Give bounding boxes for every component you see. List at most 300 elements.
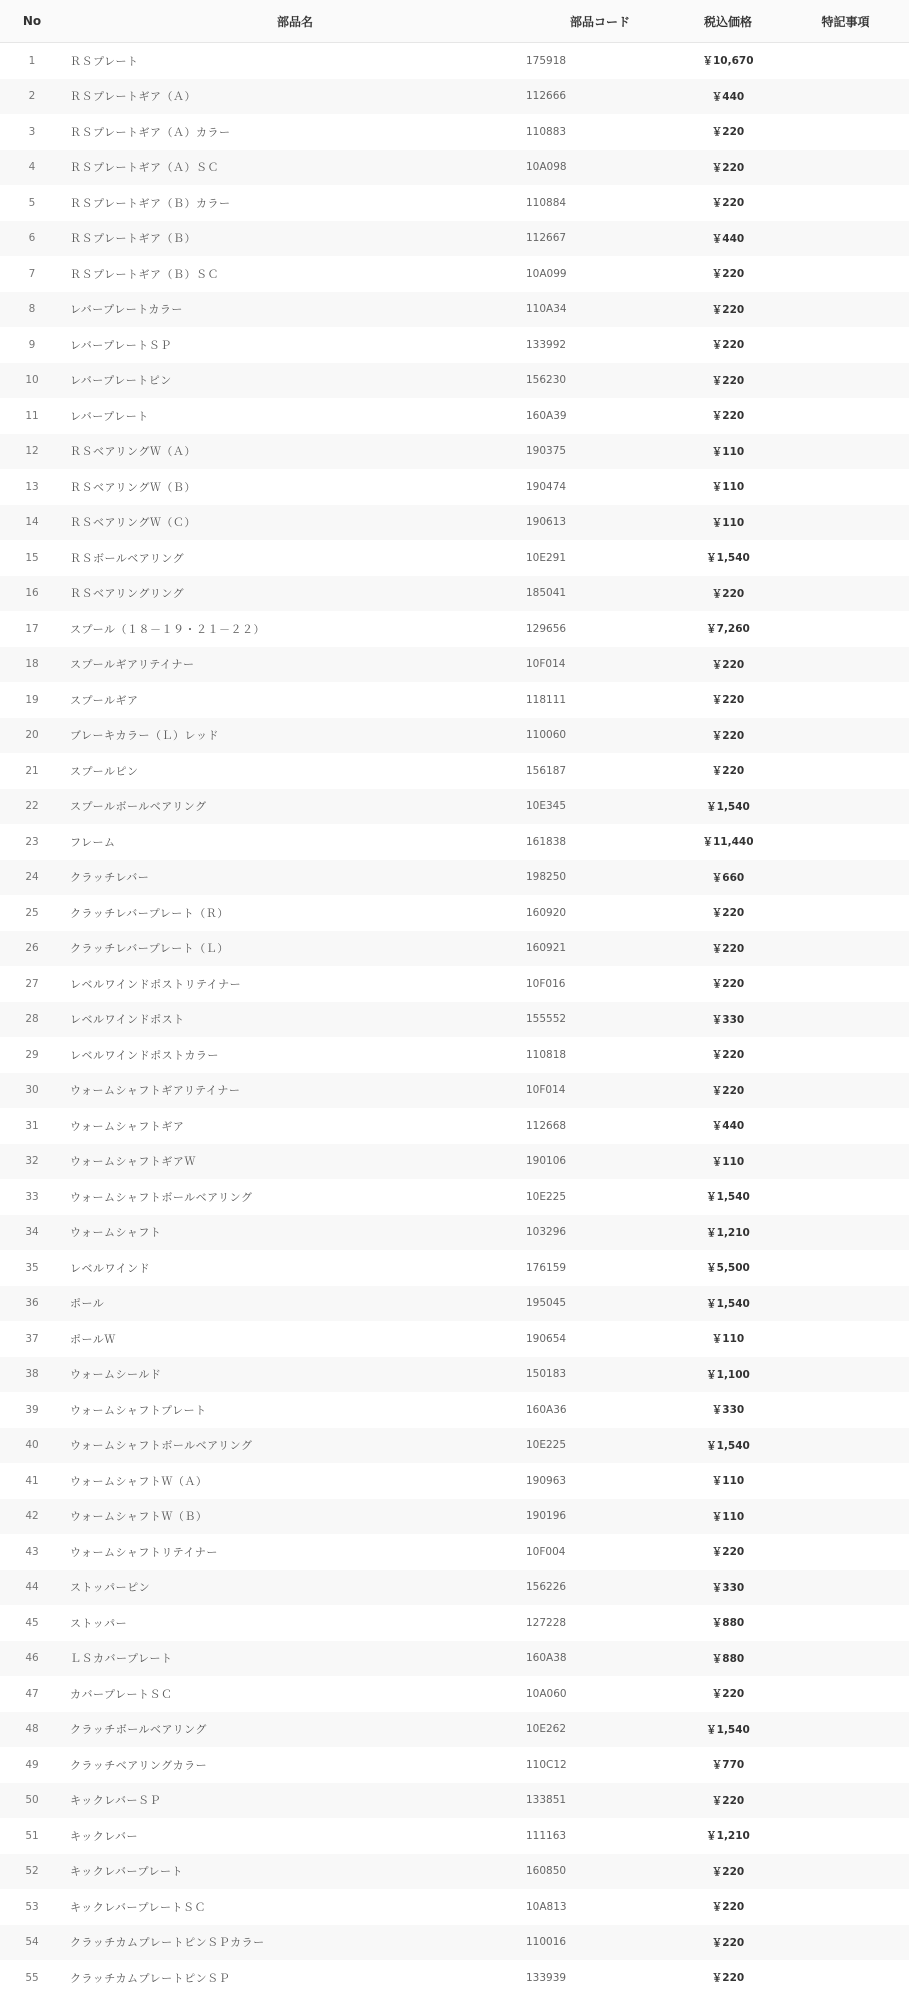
- part-code: 133939: [526, 1960, 674, 1996]
- row-no: 15: [0, 540, 64, 576]
- part-price: ￥220: [674, 185, 782, 221]
- part-name: キックレバー: [64, 1818, 526, 1854]
- part-name: クラッチカムプレートピンＳＰカラー: [64, 1925, 526, 1961]
- part-name: ストッパーピン: [64, 1570, 526, 1606]
- table-row: [0, 363, 909, 399]
- part-code: 190613: [526, 505, 674, 541]
- table-row: [0, 398, 909, 434]
- part-price: ￥220: [674, 1960, 782, 1996]
- row-no: 30: [0, 1073, 64, 1109]
- row-no: 36: [0, 1286, 64, 1322]
- part-code: 110A34: [526, 292, 674, 328]
- part-price: ￥1,210: [674, 1215, 782, 1251]
- part-note: [782, 931, 909, 967]
- part-name: ＲＳプレートギア（Ｂ）: [64, 221, 526, 257]
- part-code: 10F016: [526, 966, 674, 1002]
- part-code: 185041: [526, 576, 674, 612]
- part-name: ＲＳベアリングＷ（Ａ）: [64, 434, 526, 470]
- part-name: クラッチレバープレート（Ｒ）: [64, 895, 526, 931]
- part-name: ＲＳプレートギア（Ａ）ＳＣ: [64, 150, 526, 186]
- part-note: [782, 1676, 909, 1712]
- row-no: 44: [0, 1570, 64, 1606]
- part-price: ￥220: [674, 576, 782, 612]
- row-no: 16: [0, 576, 64, 612]
- part-code: 127228: [526, 1605, 674, 1641]
- table-row: [0, 1641, 909, 1677]
- table-row: [0, 576, 909, 612]
- part-note: [782, 1002, 909, 1038]
- part-price: ￥220: [674, 753, 782, 789]
- part-code: 110818: [526, 1037, 674, 1073]
- part-note: [782, 611, 909, 647]
- table-row: [0, 1747, 909, 1783]
- part-price: ￥220: [674, 398, 782, 434]
- table-row: [0, 469, 909, 505]
- header-row: [0, 0, 909, 43]
- part-name: ポールＷ: [64, 1321, 526, 1357]
- table-row: [0, 292, 909, 328]
- part-name: ウォームシャフトＷ（Ｂ）: [64, 1499, 526, 1535]
- part-code: 129656: [526, 611, 674, 647]
- part-name: レバープレートカラー: [64, 292, 526, 328]
- part-note: [782, 505, 909, 541]
- part-note: [782, 1037, 909, 1073]
- part-price: ￥220: [674, 256, 782, 292]
- part-code: 195045: [526, 1286, 674, 1322]
- part-code: 110060: [526, 718, 674, 754]
- part-name: ウォームシールド: [64, 1357, 526, 1393]
- part-note: [782, 576, 909, 612]
- part-price: ￥5,500: [674, 1250, 782, 1286]
- table-row: [0, 1463, 909, 1499]
- part-code: 110016: [526, 1925, 674, 1961]
- part-name: ＲＳプレートギア（Ａ）カラー: [64, 114, 526, 150]
- part-name: キックレバープレートＳＣ: [64, 1889, 526, 1925]
- table-row: [0, 79, 909, 115]
- part-price: ￥1,540: [674, 1286, 782, 1322]
- row-no: 29: [0, 1037, 64, 1073]
- part-code: 118111: [526, 682, 674, 718]
- part-price: ￥110: [674, 505, 782, 541]
- part-name: クラッチベアリングカラー: [64, 1747, 526, 1783]
- part-code: 156230: [526, 363, 674, 399]
- table-row: [0, 1108, 909, 1144]
- table-row: [0, 1321, 909, 1357]
- row-no: 1: [0, 43, 64, 79]
- table-row: [0, 1144, 909, 1180]
- row-no: 12: [0, 434, 64, 470]
- row-no: 45: [0, 1605, 64, 1641]
- table-row: [0, 1783, 909, 1819]
- part-price: ￥220: [674, 647, 782, 683]
- row-no: 23: [0, 824, 64, 860]
- part-note: [782, 150, 909, 186]
- part-name: ＲＳプレートギア（Ｂ）カラー: [64, 185, 526, 221]
- part-note: [782, 1783, 909, 1819]
- row-no: 33: [0, 1179, 64, 1215]
- part-code: 10E291: [526, 540, 674, 576]
- part-code: 133992: [526, 327, 674, 363]
- part-note: [782, 79, 909, 115]
- part-name: キックレバーＳＰ: [64, 1783, 526, 1819]
- table-row: [0, 647, 909, 683]
- part-note: [782, 1286, 909, 1322]
- part-code: 10A098: [526, 150, 674, 186]
- table-row: [0, 434, 909, 470]
- part-note: [782, 824, 909, 860]
- part-name: ウォームシャフトボールベアリング: [64, 1428, 526, 1464]
- part-code: 175918: [526, 43, 674, 79]
- table-row: [0, 1215, 909, 1251]
- part-name: スプールギアリテイナー: [64, 647, 526, 683]
- part-price: ￥440: [674, 79, 782, 115]
- part-name: ブレーキカラー（Ｌ）レッド: [64, 718, 526, 754]
- part-name: クラッチレバー: [64, 860, 526, 896]
- part-note: [782, 1215, 909, 1251]
- part-code: 10F014: [526, 647, 674, 683]
- table-row: [0, 1818, 909, 1854]
- part-code: 198250: [526, 860, 674, 896]
- part-note: [782, 1641, 909, 1677]
- table-row: [0, 43, 909, 79]
- header-notes: 特記事項: [782, 0, 909, 43]
- part-price: ￥110: [674, 1463, 782, 1499]
- part-code: 150183: [526, 1357, 674, 1393]
- table-row: [0, 1179, 909, 1215]
- table-row: [0, 1002, 909, 1038]
- part-note: [782, 1250, 909, 1286]
- part-name: レバープレート: [64, 398, 526, 434]
- row-no: 41: [0, 1463, 64, 1499]
- part-price: ￥1,540: [674, 1179, 782, 1215]
- part-note: [782, 1321, 909, 1357]
- row-no: 25: [0, 895, 64, 931]
- table-header: [0, 0, 909, 43]
- row-no: 11: [0, 398, 64, 434]
- part-price: ￥220: [674, 292, 782, 328]
- part-price: ￥330: [674, 1002, 782, 1038]
- part-price: ￥330: [674, 1392, 782, 1428]
- part-code: 156187: [526, 753, 674, 789]
- part-price: ￥220: [674, 1889, 782, 1925]
- part-note: [782, 895, 909, 931]
- part-name: ＲＳプレートギア（Ａ）: [64, 79, 526, 115]
- part-price: ￥110: [674, 1321, 782, 1357]
- part-code: 190474: [526, 469, 674, 505]
- table-row: [0, 1889, 909, 1925]
- part-price: ￥880: [674, 1641, 782, 1677]
- part-name: レバープレートＳＰ: [64, 327, 526, 363]
- row-no: 19: [0, 682, 64, 718]
- part-note: [782, 1144, 909, 1180]
- part-name: ストッパー: [64, 1605, 526, 1641]
- row-no: 53: [0, 1889, 64, 1925]
- part-note: [782, 114, 909, 150]
- part-code: 160A36: [526, 1392, 674, 1428]
- part-price: ￥7,260: [674, 611, 782, 647]
- table-row: [0, 1073, 909, 1109]
- table-row: [0, 256, 909, 292]
- table-row: [0, 1286, 909, 1322]
- part-note: [782, 1818, 909, 1854]
- row-no: 46: [0, 1641, 64, 1677]
- table-row: [0, 221, 909, 257]
- part-code: 160921: [526, 931, 674, 967]
- part-code: 160A38: [526, 1641, 674, 1677]
- part-code: 10E262: [526, 1712, 674, 1748]
- part-name: クラッチレバープレート（Ｌ）: [64, 931, 526, 967]
- part-price: ￥1,540: [674, 540, 782, 576]
- part-note: [782, 647, 909, 683]
- row-no: 26: [0, 931, 64, 967]
- part-note: [782, 1357, 909, 1393]
- row-no: 18: [0, 647, 64, 683]
- part-code: 10F014: [526, 1073, 674, 1109]
- table-row: [0, 1960, 909, 1996]
- part-note: [782, 1534, 909, 1570]
- part-code: 160850: [526, 1854, 674, 1890]
- part-note: [782, 363, 909, 399]
- part-note: [782, 966, 909, 1002]
- part-code: 10A099: [526, 256, 674, 292]
- part-note: [782, 1570, 909, 1606]
- part-name: ＲＳプレートギア（Ｂ）ＳＣ: [64, 256, 526, 292]
- table-row: [0, 824, 909, 860]
- part-code: 190196: [526, 1499, 674, 1535]
- table-row: [0, 114, 909, 150]
- part-price: ￥220: [674, 1925, 782, 1961]
- table-row: [0, 611, 909, 647]
- row-no: 3: [0, 114, 64, 150]
- part-code: 10A813: [526, 1889, 674, 1925]
- row-no: 43: [0, 1534, 64, 1570]
- header-part-code: 部品コード: [526, 0, 674, 43]
- table-row: [0, 327, 909, 363]
- row-no: 47: [0, 1676, 64, 1712]
- table-row: [0, 1392, 909, 1428]
- part-note: [782, 789, 909, 825]
- part-price: ￥220: [674, 1854, 782, 1890]
- part-price: ￥220: [674, 931, 782, 967]
- table-row: [0, 753, 909, 789]
- row-no: 55: [0, 1960, 64, 1996]
- part-name: レベルワインドポストカラー: [64, 1037, 526, 1073]
- row-no: 4: [0, 150, 64, 186]
- part-code: 112667: [526, 221, 674, 257]
- part-name: クラッチカムプレートピンＳＰ: [64, 1960, 526, 1996]
- table-row: [0, 931, 909, 967]
- part-code: 133851: [526, 1783, 674, 1819]
- header-price: 税込価格: [674, 0, 782, 43]
- table-row: [0, 185, 909, 221]
- part-name: ＲＳボールベアリング: [64, 540, 526, 576]
- part-note: [782, 540, 909, 576]
- part-price: ￥10,670: [674, 43, 782, 79]
- row-no: 35: [0, 1250, 64, 1286]
- part-price: ￥220: [674, 150, 782, 186]
- part-note: [782, 1499, 909, 1535]
- part-price: ￥220: [674, 682, 782, 718]
- table-row: [0, 1037, 909, 1073]
- part-code: 110C12: [526, 1747, 674, 1783]
- row-no: 50: [0, 1783, 64, 1819]
- part-price: ￥440: [674, 1108, 782, 1144]
- row-no: 5: [0, 185, 64, 221]
- part-name: ウォームシャフトボールベアリング: [64, 1179, 526, 1215]
- part-name: ウォームシャフト: [64, 1215, 526, 1251]
- row-no: 34: [0, 1215, 64, 1251]
- part-note: [782, 221, 909, 257]
- part-name: ウォームシャフトギアＷ: [64, 1144, 526, 1180]
- table-row: [0, 1250, 909, 1286]
- part-note: [782, 434, 909, 470]
- row-no: 38: [0, 1357, 64, 1393]
- table-row: [0, 682, 909, 718]
- row-no: 17: [0, 611, 64, 647]
- table-row: [0, 150, 909, 186]
- row-no: 54: [0, 1925, 64, 1961]
- part-name: ＲＳプレート: [64, 43, 526, 79]
- table-row: [0, 1712, 909, 1748]
- table-row: [0, 1605, 909, 1641]
- part-name: レベルワインド: [64, 1250, 526, 1286]
- part-note: [782, 1428, 909, 1464]
- part-code: 10E225: [526, 1428, 674, 1464]
- part-code: 111163: [526, 1818, 674, 1854]
- part-name: ウォームシャフトＷ（Ａ）: [64, 1463, 526, 1499]
- part-name: ウォームシャフトリテイナー: [64, 1534, 526, 1570]
- part-name: ＲＳベアリングＷ（Ｂ）: [64, 469, 526, 505]
- table-row: [0, 860, 909, 896]
- table-row: [0, 505, 909, 541]
- table-row: [0, 1854, 909, 1890]
- part-price: ￥660: [674, 860, 782, 896]
- row-no: 48: [0, 1712, 64, 1748]
- row-no: 51: [0, 1818, 64, 1854]
- part-name: カバープレートＳＣ: [64, 1676, 526, 1712]
- row-no: 2: [0, 79, 64, 115]
- part-name: ポール: [64, 1286, 526, 1322]
- part-price: ￥770: [674, 1747, 782, 1783]
- part-price: ￥110: [674, 469, 782, 505]
- row-no: 39: [0, 1392, 64, 1428]
- part-price: ￥1,100: [674, 1357, 782, 1393]
- part-note: [782, 753, 909, 789]
- part-price: ￥330: [674, 1570, 782, 1606]
- part-price: ￥220: [674, 1073, 782, 1109]
- part-note: [782, 1073, 909, 1109]
- row-no: 21: [0, 753, 64, 789]
- part-price: ￥110: [674, 1144, 782, 1180]
- part-note: [782, 1712, 909, 1748]
- part-note: [782, 1925, 909, 1961]
- part-price: ￥1,540: [674, 1428, 782, 1464]
- part-code: 176159: [526, 1250, 674, 1286]
- table-row: [0, 1428, 909, 1464]
- table-row: [0, 895, 909, 931]
- part-name: ＬＳカバープレート: [64, 1641, 526, 1677]
- part-code: 156226: [526, 1570, 674, 1606]
- table-row: [0, 1676, 909, 1712]
- row-no: 14: [0, 505, 64, 541]
- table-row: [0, 1534, 909, 1570]
- part-note: [782, 1392, 909, 1428]
- table-row: [0, 1925, 909, 1961]
- row-no: 13: [0, 469, 64, 505]
- part-name: ウォームシャフトギアリテイナー: [64, 1073, 526, 1109]
- part-name: ＲＳベアリングリング: [64, 576, 526, 612]
- part-code: 10E225: [526, 1179, 674, 1215]
- part-price: ￥220: [674, 1783, 782, 1819]
- row-no: 8: [0, 292, 64, 328]
- part-note: [782, 860, 909, 896]
- part-name: スプールボールベアリング: [64, 789, 526, 825]
- row-no: 37: [0, 1321, 64, 1357]
- part-code: 190375: [526, 434, 674, 470]
- part-code: 161838: [526, 824, 674, 860]
- part-code: 190106: [526, 1144, 674, 1180]
- part-code: 10F004: [526, 1534, 674, 1570]
- part-note: [782, 292, 909, 328]
- part-price: ￥220: [674, 1534, 782, 1570]
- part-price: ￥1,540: [674, 1712, 782, 1748]
- table-row: [0, 718, 909, 754]
- row-no: 6: [0, 221, 64, 257]
- row-no: 24: [0, 860, 64, 896]
- part-name: スプールギア: [64, 682, 526, 718]
- row-no: 27: [0, 966, 64, 1002]
- part-note: [782, 327, 909, 363]
- row-no: 10: [0, 363, 64, 399]
- header-no: No: [0, 0, 64, 43]
- part-price: ￥1,540: [674, 789, 782, 825]
- row-no: 42: [0, 1499, 64, 1535]
- row-no: 28: [0, 1002, 64, 1038]
- part-code: 190654: [526, 1321, 674, 1357]
- part-price: ￥440: [674, 221, 782, 257]
- table-row: [0, 966, 909, 1002]
- part-note: [782, 1179, 909, 1215]
- part-price: ￥220: [674, 1037, 782, 1073]
- part-note: [782, 1854, 909, 1890]
- part-price: ￥220: [674, 718, 782, 754]
- part-code: 10E345: [526, 789, 674, 825]
- part-code: 110884: [526, 185, 674, 221]
- part-name: キックレバープレート: [64, 1854, 526, 1890]
- row-no: 32: [0, 1144, 64, 1180]
- table-row: [0, 540, 909, 576]
- part-note: [782, 1747, 909, 1783]
- header-part-name: 部品名: [64, 0, 526, 43]
- part-price: ￥220: [674, 327, 782, 363]
- part-price: ￥220: [674, 966, 782, 1002]
- row-no: 40: [0, 1428, 64, 1464]
- part-price: ￥11,440: [674, 824, 782, 860]
- part-name: レベルワインドポストリテイナー: [64, 966, 526, 1002]
- part-note: [782, 398, 909, 434]
- part-note: [782, 1463, 909, 1499]
- part-note: [782, 682, 909, 718]
- part-name: レベルワインドポスト: [64, 1002, 526, 1038]
- row-no: 31: [0, 1108, 64, 1144]
- table-row: [0, 789, 909, 825]
- part-price: ￥220: [674, 363, 782, 399]
- part-code: 110883: [526, 114, 674, 150]
- part-code: 160A39: [526, 398, 674, 434]
- part-note: [782, 43, 909, 79]
- row-no: 22: [0, 789, 64, 825]
- part-note: [782, 1605, 909, 1641]
